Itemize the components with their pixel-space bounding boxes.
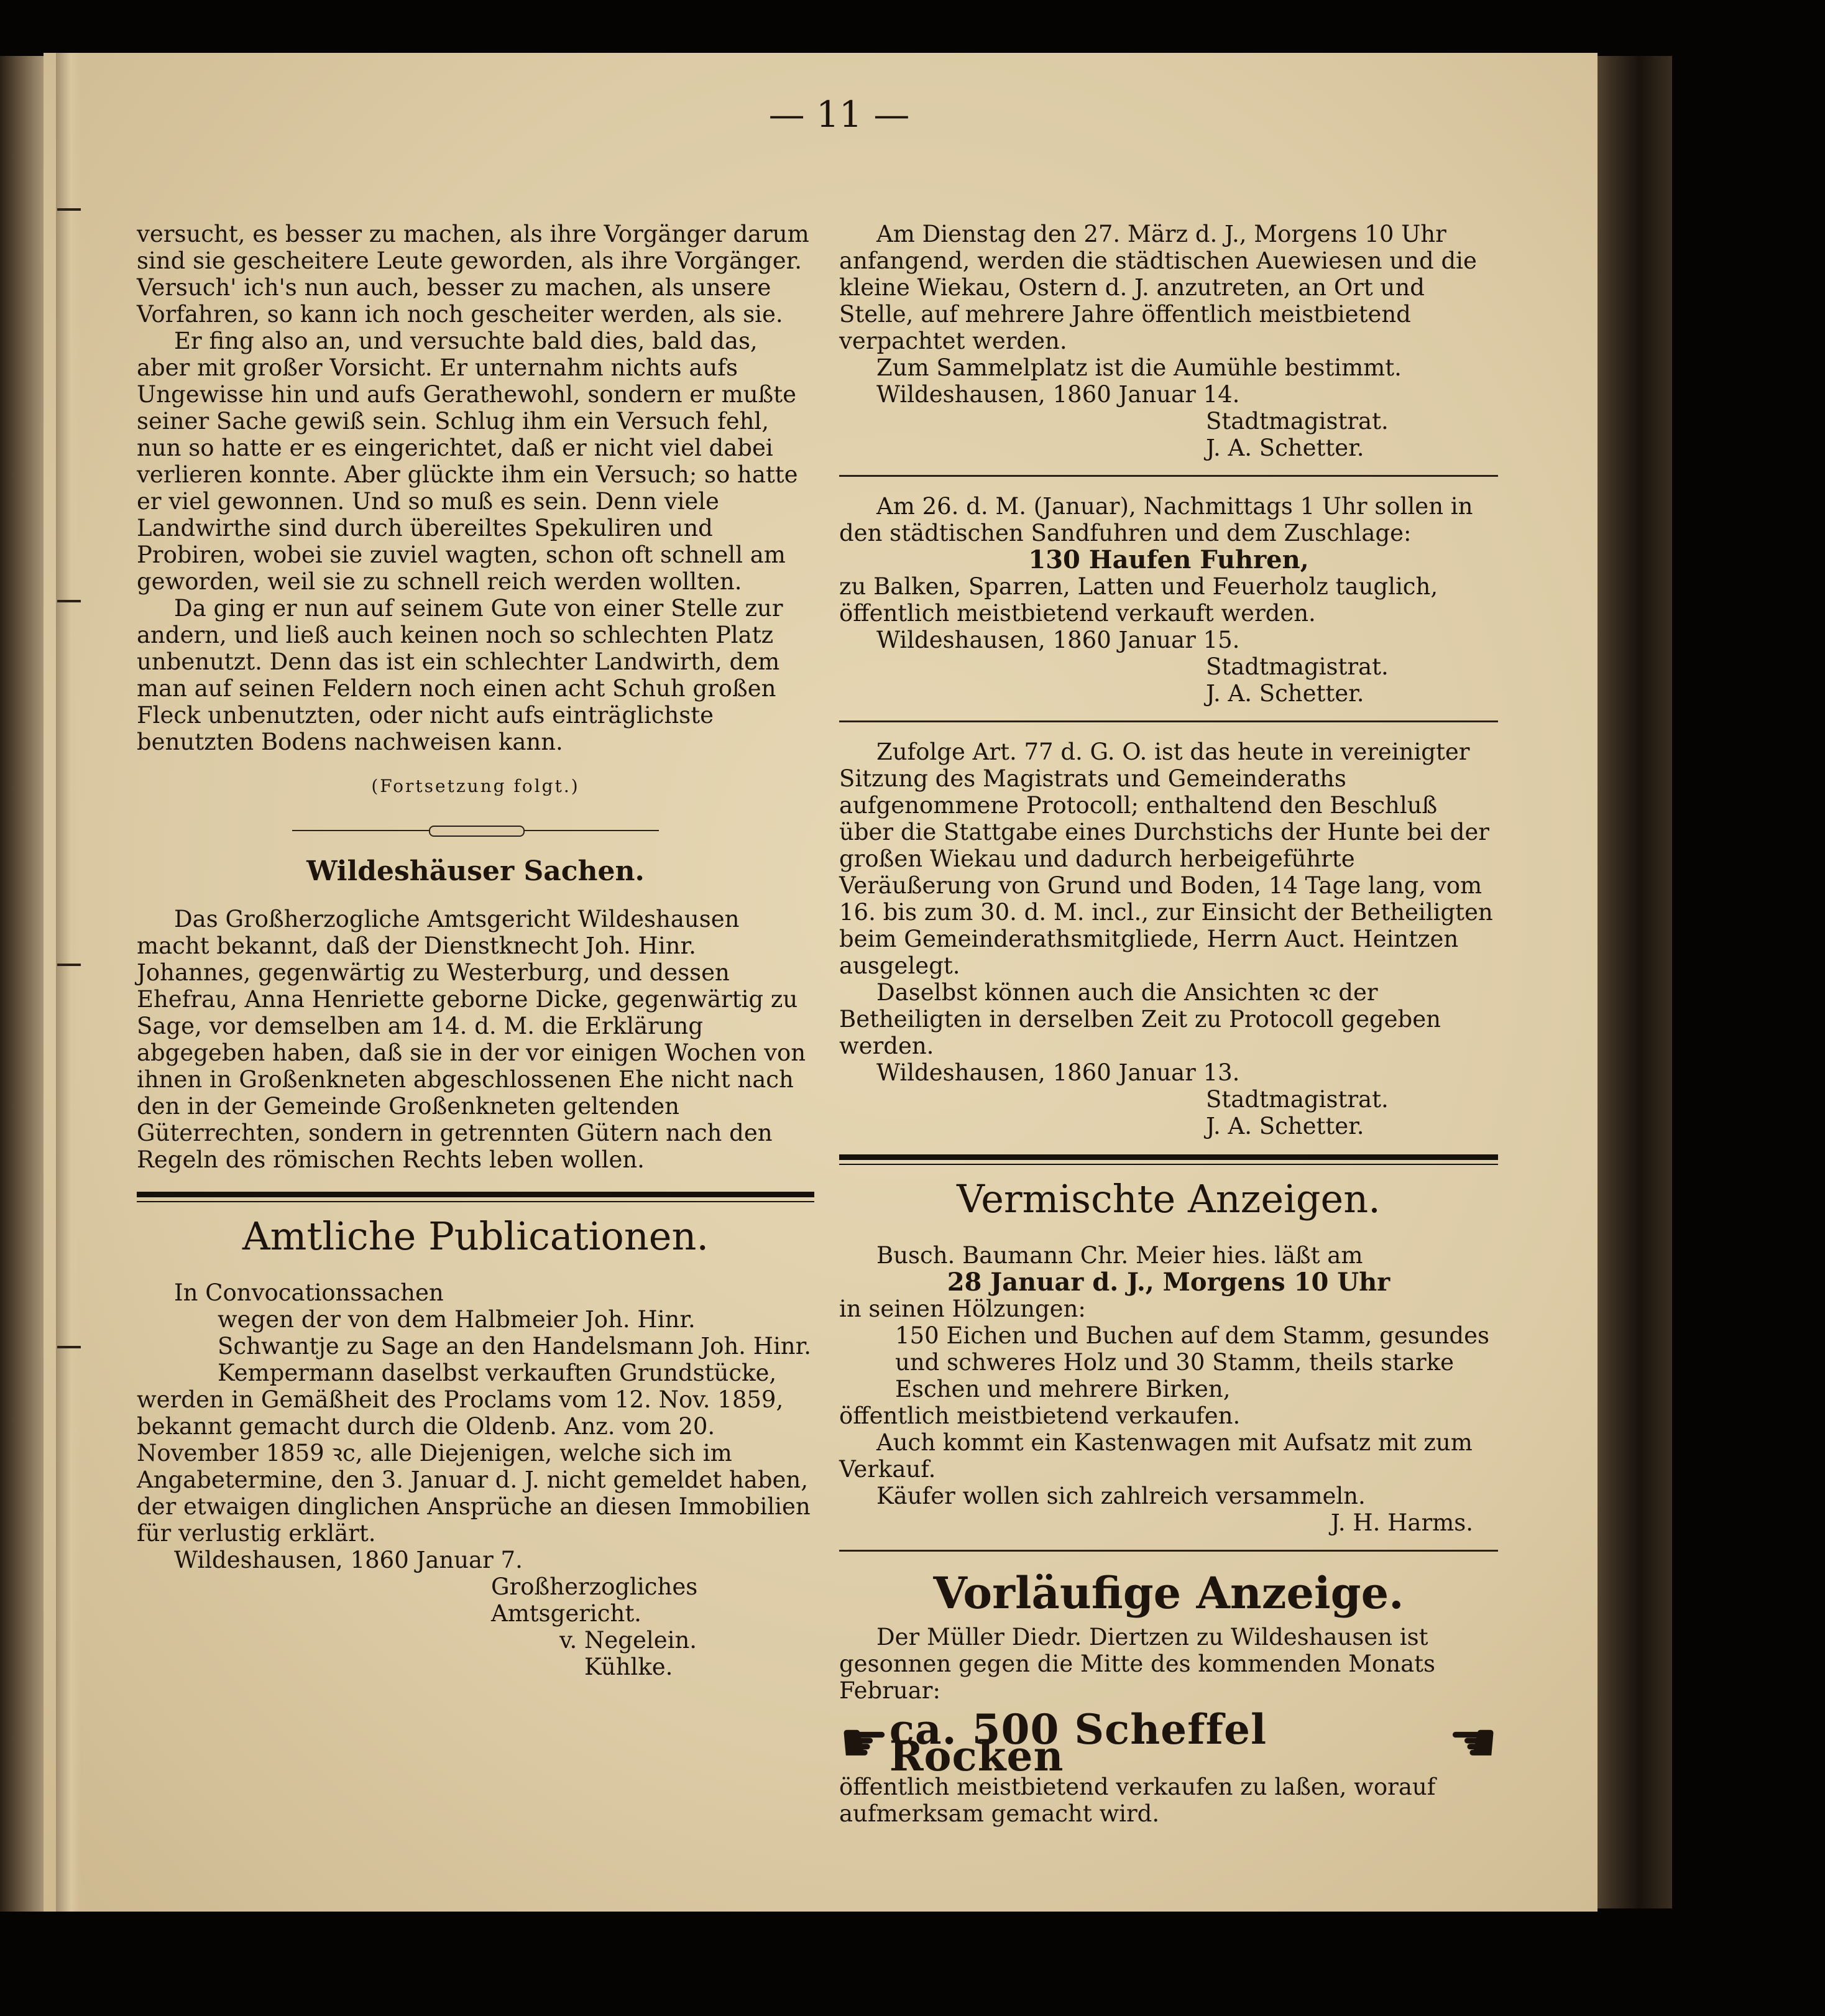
margin-mark: [57, 600, 81, 602]
notice-signature: J. A. Schetter.: [1206, 435, 1364, 461]
notice-office: Stadtmagistrat.: [1206, 653, 1389, 680]
ad-line: in seinen Hölzungen:: [839, 1296, 1086, 1322]
notice-place-date: Wildeshausen, 1860 Januar 13.: [876, 1059, 1240, 1086]
margin-mark: [57, 208, 81, 211]
notice-place-date: Wildeshausen, 1860 Januar 14.: [876, 381, 1240, 408]
notice-separator: [839, 475, 1498, 477]
notice-extra: Zum Sammelplatz ist die Aumühle bestimmt.: [876, 354, 1402, 381]
section-rule: [137, 1192, 814, 1197]
ad-highlight: ca. 500 Scheffel Rocken: [889, 1705, 1267, 1780]
notice-signature: J. A. Schetter.: [1206, 1113, 1364, 1139]
story-paragraph: Da ging er nun auf seinem Gute von einer Stelle zur andern, und ließ auch keinen noch so schlechten Platz unbenutzt. Denn das ist ein schlechter Landwirth, dem man auf seinen Feldern noch einen acht Schuh großen Fleck unbenutzten, oder nicht aufs einträglichste benutzten Bodens nachweisen kann.: [137, 595, 783, 755]
section-rule: [839, 1154, 1498, 1160]
notice-text: zu Balken, Sparren, Latten und Feuerholz tauglich, öffentlich meistbietend verkauft werden.: [839, 573, 1438, 627]
publication-body: werden in Gemäßheit des Proclams vom 12. Nov. 1859, bekannt gemacht durch die Oldenb. Anz. vom 20. November 1859 ꝛc, alle Diejenigen, welche sich im Angabetermine, den 3. Januar d. J. nicht gemeldet haben, der etwaigen dinglichen Ansprüche an diesen Immobilien für verlustig erklärt.: [137, 1386, 811, 1547]
ad-intro: Busch. Baumann Chr. Meier hies. läßt am: [876, 1242, 1363, 1269]
margin-mark: [57, 1346, 81, 1348]
publication-office: Großherzogliches Amtsgericht.: [491, 1573, 698, 1627]
page-gutter: [56, 53, 81, 1912]
publication-subject: wegen der von dem Halbmeier Joh. Hinr. Schwantje zu Sage an den Handelsmann Joh. Hinr. Kempermann daselbst verkauften Grundstücke,: [218, 1306, 812, 1386]
scan-background: [0, 1912, 1825, 2016]
ornamental-divider: [292, 826, 659, 835]
local-news-text: Das Großherzogliche Amtsgericht Wildeshausen macht bekannt, daß der Dienstknecht Joh. Hinr. Johannes, gegenwärtig zu Westerburg, und dessen Ehefrau, Anna Henriette geborne Dicke, gegenwärtig zu Sage, vor demselben am 14. d. M. die Erklärung abgegeben haben, daß sie in der vor einigen Wochen von ihnen in Großenkneten abgeschlossenen Ehe nicht nach den in der Gemeinde Großenkneten geltenden Güterrechten, sondern in getrennten Gütern nach den Regeln des römischen Rechts leben wollen.: [137, 906, 806, 1173]
ad-date: 28 Januar d. J., Morgens 10 Uhr: [947, 1268, 1391, 1297]
notice-text: Daselbst können auch die Ansichten ꝛc der Betheiligten in derselben Zeit zu Protocoll gegeben werden.: [839, 979, 1441, 1059]
section-rule-thin: [839, 1164, 1498, 1165]
right-column: [839, 221, 1498, 1827]
ad-signature: J. H. Harms.: [1330, 1509, 1473, 1536]
notice-text: Am 26. d. M. (Januar), Nachmittags 1 Uhr sollen in den städtischen Sandfuhren und dem Zuschlage:: [839, 493, 1473, 546]
publication-place-date: Wildeshausen, 1860 Januar 7.: [174, 1547, 523, 1573]
story-paragraph: versucht, es besser zu machen, als ihre Vorgänger darum sind sie gescheitere Leute geworden, als ihre Vorgänger. Versuch' ich's nun auch, besser zu machen, als unsere Vorfahren, so kann ich noch gescheiter werden, als sie.: [137, 221, 809, 328]
ad-text: Der Müller Diedr. Diertzen zu Wildeshausen ist gesonnen gegen die Mitte des kommenden Monats Februar:: [839, 1624, 1436, 1704]
story-paragraph: Er fing also an, und versuchte bald dies, bald das, aber mit großer Vorsicht. Er unternahm nichts aufs Ungewisse hin und aufs Gerathewohl, sondern er mußte seiner Sache gewiß sein. Schlug ihm ein Versuch fehl, nun so hatte er es eingerichtet, daß er nicht viel dabei verlieren konnte. Aber glückte ihm ein Versuch; so hatte er viel gewonnen. Und so muß es sein. Denn viele Landwirthe sind durch übereiltes Spekuliren und Probiren, wobei sie zuviel wagten, schon oft schnell am geworden, weil sie zu schnell reich werden wollten.: [137, 328, 798, 595]
publication-signature-clerk: Kühlke.: [584, 1654, 673, 1680]
ad-extra: Auch kommt ein Kastenwagen mit Aufsatz mit zum Verkauf.: [839, 1429, 1473, 1483]
notice-place-date: Wildeshausen, 1860 Januar 15.: [876, 627, 1240, 653]
publication-signature: v. Negelein.: [559, 1627, 697, 1654]
notice-signature: J. A. Schetter.: [1206, 680, 1364, 707]
notice-office: Stadtmagistrat.: [1206, 1086, 1389, 1113]
notice-text: Zufolge Art. 77 d. G. O. ist das heute in vereinigter Sitzung des Magistrats und Gemeinderaths aufgenommene Protocoll; enthaltend den Beschluß über die Stattgabe eines Durchstichs der Hunte bei der großen Wiekau und dadurch herbeigeführte Veräußerung von Grund und Boden, 14 Tage lang, vom 16. bis zum 30. d. M. incl., zur Einsicht der Betheiligten beim Gemeinderathsmitgliede, Herrn Auct. Heintzen ausgelegt.: [839, 739, 1493, 979]
book-edge-left: [0, 56, 44, 1921]
ad-separator: [839, 1550, 1498, 1552]
notice-bold-item: 130 Haufen Fuhren,: [1028, 545, 1309, 574]
misc-ads-heading: Vermischte Anzeigen.: [957, 1176, 1381, 1222]
local-news-heading: Wildeshäuser Sachen.: [306, 855, 645, 887]
publication-intro: In Convocationssachen: [174, 1279, 444, 1306]
official-publications-heading: Amtliche Publicationen.: [242, 1213, 709, 1259]
pointing-hand-left-icon: ☚: [1448, 1710, 1498, 1775]
notice-text: Am Dienstag den 27. März d. J., Morgens 10 Uhr anfangend, werden die städtischen Auewiesen und die kleine Wiekau, Ostern d. J. anzutreten, an Ort und Stelle, auf mehrere Jahre öffentlich meistbietend verpachtet werden.: [839, 221, 1477, 354]
notice-separator: [839, 720, 1498, 722]
ad-highlight-line: [839, 1705, 1498, 1780]
section-rule-thin: [137, 1201, 814, 1202]
ad-buyers: Käufer wollen sich zahlreich versammeln.: [876, 1483, 1366, 1509]
ad-text: öffentlich meistbietend verkaufen zu laßen, worauf aufmerksam gemacht wird.: [839, 1774, 1436, 1827]
pointing-hand-right-icon: ☛: [839, 1710, 890, 1775]
continued-note: (Fortsetzung folgt.): [371, 776, 580, 796]
left-column: [137, 221, 814, 1680]
ad-sale: öffentlich meistbietend verkaufen.: [839, 1402, 1241, 1429]
margin-mark: [57, 964, 81, 966]
notice-office: Stadtmagistrat.: [1206, 408, 1389, 435]
preliminary-notice-heading: Vorläufige Anzeige.: [933, 1567, 1404, 1619]
ad-items: 150 Eichen und Buchen auf dem Stamm, gesundes und schweres Holz und 30 Stamm, theils starke Eschen und mehrere Birken,: [895, 1322, 1489, 1402]
page-number: — 11 —: [768, 93, 910, 136]
